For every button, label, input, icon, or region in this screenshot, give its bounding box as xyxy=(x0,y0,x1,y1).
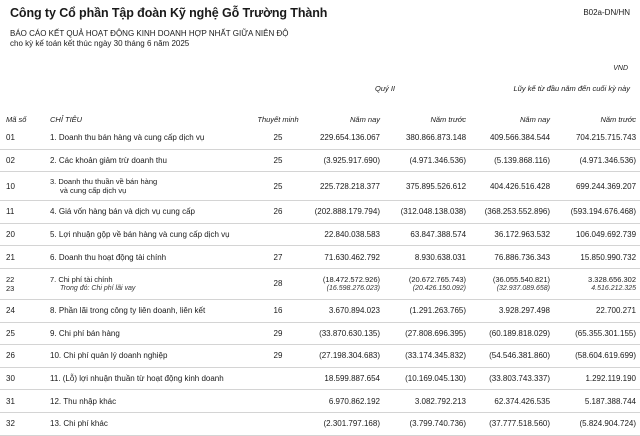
company-name: Công ty Cổ phần Tập đoàn Kỹ nghệ Gỗ Trường Thành xyxy=(10,6,328,20)
row-quarter-current: 6.970.862.192 xyxy=(300,390,384,413)
row-quarter-current xyxy=(300,268,384,299)
row-ytd-current: (5.139.868.116) xyxy=(470,149,554,172)
table-row xyxy=(0,246,640,269)
header-quarter: Quý II xyxy=(375,83,396,93)
row-item: 5. Lợi nhuận gộp về bán hàng và cung cấp dịch vụ xyxy=(46,223,256,246)
row-ytd-previous: 5.187.388.744 xyxy=(554,390,640,413)
row-ytd-current-line2: (32.937.089.658) xyxy=(496,285,551,293)
row-quarter-previous: (3.799.740.736) xyxy=(384,412,470,435)
row-ytd-previous: (65.355.301.155) xyxy=(554,322,640,345)
row-quarter-current: (33.870.630.135) xyxy=(300,322,384,345)
header-ytd-this-year: Năm nay xyxy=(520,115,551,124)
row-note xyxy=(256,223,300,246)
row-item: 10. Chi phí quản lý doanh nghiệp xyxy=(46,345,256,368)
row-code: 25 xyxy=(0,322,46,345)
row-quarter-previous: (33.174.345.832) xyxy=(384,345,470,368)
header-spacer xyxy=(46,76,256,100)
row-ytd-current: (368.253.552.896) xyxy=(470,201,554,224)
row-note: 29 xyxy=(256,345,300,368)
row-item: 2. Các khoản giảm trừ doanh thu xyxy=(46,149,256,172)
row-ytd-current: 409.566.384.544 xyxy=(470,127,554,149)
row-ytd-current: (60.189.818.029) xyxy=(470,322,554,345)
row-code: 20 xyxy=(0,223,46,246)
row-ytd-previous: 699.244.369.207 xyxy=(554,172,640,201)
row-ytd-previous: 1.292.119.190 xyxy=(554,367,640,390)
row-quarter-previous: (27.808.696.395) xyxy=(384,322,470,345)
row-code: 31 xyxy=(0,390,46,413)
row-ytd-current: 3.928.297.498 xyxy=(470,299,554,322)
row-code: 21 xyxy=(0,246,46,269)
row-ytd-previous: 704.215.715.743 xyxy=(554,127,640,149)
row-code: 10 xyxy=(0,172,46,201)
row-item-line2: Trong đó: Chi phí lãi vay xyxy=(60,285,136,293)
report-subtitle: cho kỳ kế toán kết thúc ngày 30 tháng 6 năm 2025 xyxy=(10,39,190,48)
row-quarter-current: (27.198.304.683) xyxy=(300,345,384,368)
row-ytd-current: (37.777.518.560) xyxy=(470,412,554,435)
income-statement-table xyxy=(0,76,640,436)
table-row xyxy=(0,149,640,172)
header-note: Thuyết minh xyxy=(257,115,299,124)
header-quarter-last-year: Năm trước xyxy=(430,115,467,124)
row-quarter-previous: 375.895.526.612 xyxy=(384,172,470,201)
row-ytd-current: 404.426.516.428 xyxy=(470,172,554,201)
row-note: 25 xyxy=(256,149,300,172)
row-code-line2: 23 xyxy=(6,283,15,293)
form-code: B02a-DN/HN xyxy=(583,8,630,17)
row-item-line1: 3. Doanh thu thuần về bán hàng xyxy=(50,177,158,187)
row-code: 02 xyxy=(0,149,46,172)
row-item: 1. Doanh thu bán hàng và cung cấp dịch vụ xyxy=(46,127,256,149)
header-quarter-this-year: Năm nay xyxy=(349,115,380,124)
row-quarter-current: 229.654.136.067 xyxy=(300,127,384,149)
report-title: BÁO CÁO KẾT QUẢ HOẠT ĐỘNG KINH DOANH HỢP NHẤT GIỮA NIÊN ĐỘ xyxy=(10,29,289,38)
row-quarter-previous: (312.048.138.038) xyxy=(384,201,470,224)
row-quarter-current: (3.925.917.690) xyxy=(300,149,384,172)
row-quarter-previous xyxy=(384,268,470,299)
row-ytd-previous: (5.824.904.724) xyxy=(554,412,640,435)
row-code: 30 xyxy=(0,367,46,390)
row-note: 25 xyxy=(256,127,300,149)
row-quarter-previous-line1: (20.672.765.743) xyxy=(408,275,467,285)
row-item xyxy=(46,268,256,299)
row-item-line1: 7. Chi phí tài chính xyxy=(50,275,113,285)
row-ytd-current: (54.546.381.860) xyxy=(470,345,554,368)
row-ytd-current xyxy=(470,268,554,299)
row-note xyxy=(256,412,300,435)
row-ytd-previous: 15.850.990.732 xyxy=(554,246,640,269)
row-quarter-current: 3.670.894.023 xyxy=(300,299,384,322)
row-ytd-current: (33.803.743.337) xyxy=(470,367,554,390)
currency-unit: VND xyxy=(613,65,628,72)
row-code: 24 xyxy=(0,299,46,322)
row-note: 27 xyxy=(256,246,300,269)
row-ytd-current: 76.886.736.343 xyxy=(470,246,554,269)
row-code: 01 xyxy=(0,127,46,149)
row-ytd-previous: (593.194.676.468) xyxy=(554,201,640,224)
row-ytd-previous xyxy=(554,268,640,299)
row-quarter-current-line1: (18.472.572.926) xyxy=(322,275,380,285)
row-item xyxy=(46,172,256,201)
row-quarter-previous: (10.169.045.130) xyxy=(384,367,470,390)
header-ytd-last-year: Năm trước xyxy=(600,115,637,124)
table-row xyxy=(0,223,640,246)
table-row xyxy=(0,299,640,322)
header-spacer xyxy=(0,76,46,100)
row-ytd-previous: 22.700.271 xyxy=(554,299,640,322)
row-quarter-previous: 3.082.792.213 xyxy=(384,390,470,413)
table-row xyxy=(0,367,640,390)
row-quarter-current: 71.630.462.792 xyxy=(300,246,384,269)
row-item-line2: và cung cấp dịch vụ xyxy=(60,186,127,196)
row-ytd-previous: 106.049.692.739 xyxy=(554,223,640,246)
table-row xyxy=(0,172,640,201)
row-item: 8. Phần lãi trong công ty liên doanh, liên kết xyxy=(46,299,256,322)
table-row xyxy=(0,412,640,435)
header-code: Mã số xyxy=(6,115,27,124)
row-item: 9. Chi phí bán hàng xyxy=(46,322,256,345)
row-ytd-current: 62.374.426.535 xyxy=(470,390,554,413)
row-note: 16 xyxy=(256,299,300,322)
row-quarter-previous: 8.930.638.031 xyxy=(384,246,470,269)
header-ytd: Lũy kế từ đầu năm đến cuối kỳ này xyxy=(513,83,631,93)
row-item: 6. Doanh thu hoạt động tài chính xyxy=(46,246,256,269)
table-row xyxy=(0,268,640,299)
header-spacer xyxy=(256,76,300,100)
row-code: 32 xyxy=(0,412,46,435)
row-quarter-current: 22.840.038.583 xyxy=(300,223,384,246)
row-item: 11. (Lỗ) lợi nhuận thuần từ hoạt động kinh doanh xyxy=(46,367,256,390)
row-quarter-current: 18.599.887.654 xyxy=(300,367,384,390)
row-code-line1: 22 xyxy=(6,274,15,284)
row-note xyxy=(256,367,300,390)
table-row xyxy=(0,322,640,345)
row-code xyxy=(0,268,46,299)
table-row xyxy=(0,390,640,413)
row-quarter-current: (2.301.797.168) xyxy=(300,412,384,435)
row-ytd-previous: (58.604.619.699) xyxy=(554,345,640,368)
row-ytd-current-line1: (36.055.540.821) xyxy=(492,275,551,285)
row-quarter-previous-line2: (20.426.150.092) xyxy=(412,285,467,293)
row-item: 13. Chi phí khác xyxy=(46,412,256,435)
row-quarter-current: 225.728.218.377 xyxy=(300,172,384,201)
row-quarter-previous: 63.847.388.574 xyxy=(384,223,470,246)
row-code: 26 xyxy=(0,345,46,368)
table-row xyxy=(0,127,640,149)
row-note xyxy=(256,390,300,413)
row-note: 28 xyxy=(256,268,300,299)
row-note: 29 xyxy=(256,322,300,345)
row-ytd-previous-line1: 3.328.656.302 xyxy=(588,275,637,285)
table-row xyxy=(0,201,640,224)
row-note: 25 xyxy=(256,172,300,201)
row-code: 11 xyxy=(0,201,46,224)
row-quarter-previous: (1.291.263.765) xyxy=(384,299,470,322)
row-item: 12. Thu nhập khác xyxy=(46,390,256,413)
table-row xyxy=(0,345,640,368)
row-quarter-current: (202.888.179.794) xyxy=(300,201,384,224)
row-ytd-current: 36.172.963.532 xyxy=(470,223,554,246)
row-ytd-previous: (4.971.346.536) xyxy=(554,149,640,172)
row-quarter-previous: (4.971.346.536) xyxy=(384,149,470,172)
row-quarter-previous: 380.866.873.148 xyxy=(384,127,470,149)
row-ytd-previous-line2: 4.516.212.325 xyxy=(591,285,637,293)
header-item: CHỈ TIÊU xyxy=(50,115,83,124)
row-note: 26 xyxy=(256,201,300,224)
row-item: 4. Giá vốn hàng bán và dịch vụ cung cấp xyxy=(46,201,256,224)
row-quarter-current-line2: (16.598.276.023) xyxy=(326,285,380,293)
